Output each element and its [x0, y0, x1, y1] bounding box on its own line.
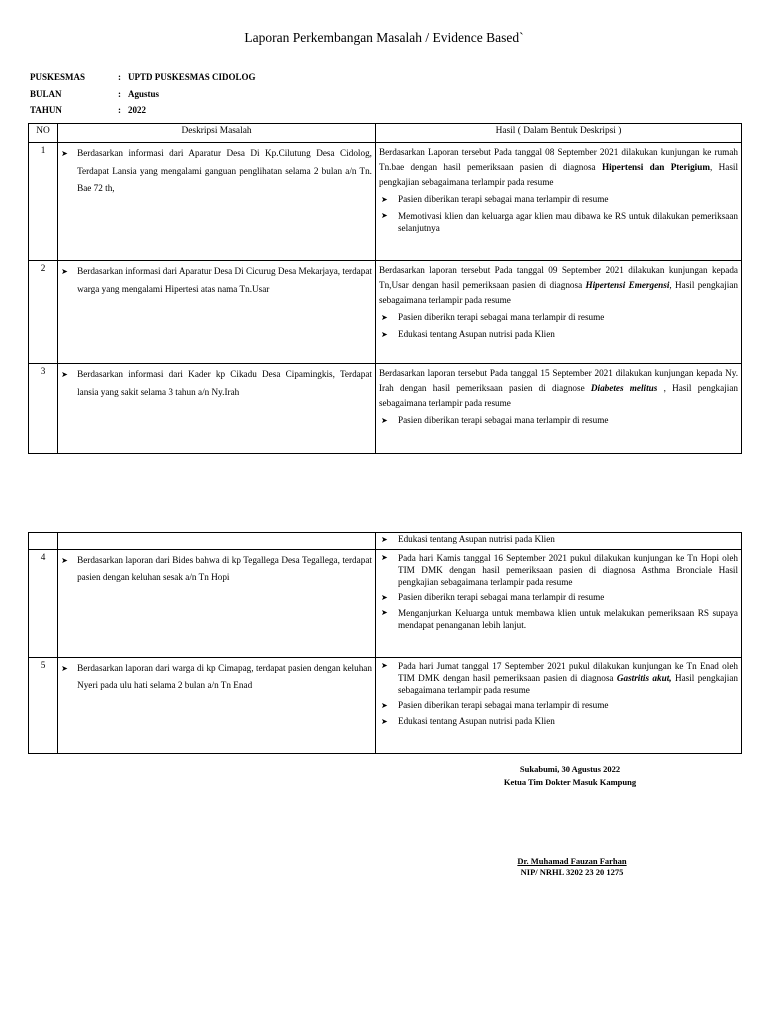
arrow-bullet-icon: ➤ [380, 717, 388, 726]
arrow-bullet-icon: ➤ [61, 267, 68, 276]
arrow-bullet-icon: ➤ [380, 210, 388, 220]
arrow-bullet-icon: ➤ [380, 592, 388, 602]
report-table-page1 [28, 123, 742, 454]
header-deskripsi: Deskripsi Masalah [58, 124, 376, 143]
arrow-bullet-icon: ➤ [380, 552, 388, 562]
header-no: NO [29, 124, 58, 143]
arrow-bullet-icon: ➤ [61, 149, 68, 158]
signature-nip: NIP/ NRHL 3202 23 20 1275 [520, 867, 624, 877]
meta-puskesmas: PUSKESMAS : UPTD PUSKESMAS CIDOLOG [30, 72, 256, 82]
table-row: 3 ➤ Berdasarkan informasi dari Kader kp Cikadu Desa Cipamingkis, Terdapat lansia yang sakit selama 3 tahun a/n Ny.Irah Berdasarkan laporan tersebut Pada tanggal 15 September 2021 dilakukan kunjungan kepada Ny. Irah dengan hasil pemeriksaan pasien di diagnose Diabetes melitus , Hasil pengkajian sebagaimana terlampir pada resume ➤ Pasien diberikan terapi sebagai mana terlampir di resume [29, 364, 742, 454]
table-row-continuation: ➤ Edukasi tentang Asupan nutrisi pada Klien [29, 533, 742, 550]
signature-name: Dr. Muhamad Fauzan Farhan [517, 856, 627, 866]
signature-place-date: Sukabumi, 30 Agustus 2022 [519, 764, 621, 774]
arrow-bullet-icon: ➤ [61, 663, 68, 673]
meta-block [30, 72, 256, 122]
arrow-bullet-icon: ➤ [61, 370, 68, 379]
arrow-bullet-icon: ➤ [61, 555, 68, 565]
meta-tahun: TAHUN : 2022 [30, 105, 146, 115]
document-title: Laporan Perkembangan Masalah / Evidence Based` [244, 30, 524, 45]
arrow-bullet-icon: ➤ [380, 329, 388, 339]
signature-role: Ketua Tim Dokter Masuk Kampung [503, 777, 637, 787]
arrow-bullet-icon: ➤ [380, 608, 388, 617]
arrow-bullet-icon: ➤ [380, 195, 388, 204]
meta-bulan: BULAN : Agustus [30, 88, 160, 99]
table-row: 1 ➤ Berdasarkan informasi dari Aparatur Desa Di Kp.Cilutung Desa Cidolog, Terdapat Lansia yang mengalami ganguan penglihatan selama 2 bulan a/n Tn. Bae 72 th, Berdasarkan Laporan tersebut Pada tanggal 08 September 2021 dilakukan kunjungan ke rumah Tn.bae dengan hasil pemeriksaan pasien di diagnosa Hipertensi dan Pterigium, Hasil pengkajian sebagaimana terlampir pada resume ➤ Pasien diberikan terapi sebagai mana terlampir di resume ➤ Memotivasi klien dan keluarga agar klien mau dibawa ke RS untuk dilakukan pemeriksaan selanjutnya [29, 143, 742, 261]
arrow-bullet-icon: ➤ [380, 535, 388, 544]
arrow-bullet-icon: ➤ [380, 660, 388, 670]
arrow-bullet-icon: ➤ [380, 313, 388, 322]
arrow-bullet-icon: ➤ [380, 416, 388, 425]
table-row: 5 ➤ Berdasarkan laporan dari warga di kp Cimapag, terdapat pasien dengan keluhan Nyeri pada ulu hati selama 2 bulan a/n Tn Enad ➤ Pada hari Jumat tanggal 17 September 2021 pukul dilakukan kunjungan ke Tn Enad oleh TIM DMK dengan hasil pemeriksaan pasien di diagnosa Gastritis akut, Hasil pengkajian sebagaimana terlampir pada resume ➤ Pasien diberikan terapi sebagai mana terlampir di resume ➤ Edukasi tentang Asupan nutrisi pada Klien [29, 657, 742, 753]
report-table-page2 [28, 532, 742, 754]
table-row: 4 ➤ Berdasarkan laporan dari Bides bahwa di kp Tegallega Desa Tegallega, terdapat pasien dengan keluhan sesak a/n Tn Hopi ➤ Pada hari Kamis tanggal 16 September 2021 pukul dilakukan kunjungan ke Tn Hopi oleh TIM DMK dengan hasil pemeriksaan pasien di diagnosa Asthma Bronciale Hasil pengkajian sebagaimana terlampir pada resume ➤ Pasien diberikn terapi sebagai mana terlampir di resume ➤ Menganjurkan Keluarga untuk membawa klien untuk melakukan pemeriksaan RS supaya mendapat penanganan lebih lanjut. [29, 549, 742, 657]
table-header-row [29, 124, 742, 143]
arrow-bullet-icon: ➤ [380, 700, 388, 710]
header-hasil: Hasil ( Dalam Bentuk Deskripsi ) [375, 124, 741, 143]
table-row: 2 ➤ Berdasarkan informasi dari Aparatur Desa Di Cicurug Desa Mekarjaya, terdapat warga yang mengalami Hipertesi atas nama Tn.Usar Berdasarkan laporan tersebut Pada tanggal 09 September 2021 dilakukan kunjungan kepada Tn,Usar dengan hasil pemeriksaan pasien di diagnosa Hipertensi Emergensi, Hasil pengkajian sebagaimana terlampir pada resume ➤ Pasien diberikn terapi sebagai mana terlampir di resume ➤ Edukasi tentang Asupan nutrisi pada Klien [29, 261, 742, 364]
